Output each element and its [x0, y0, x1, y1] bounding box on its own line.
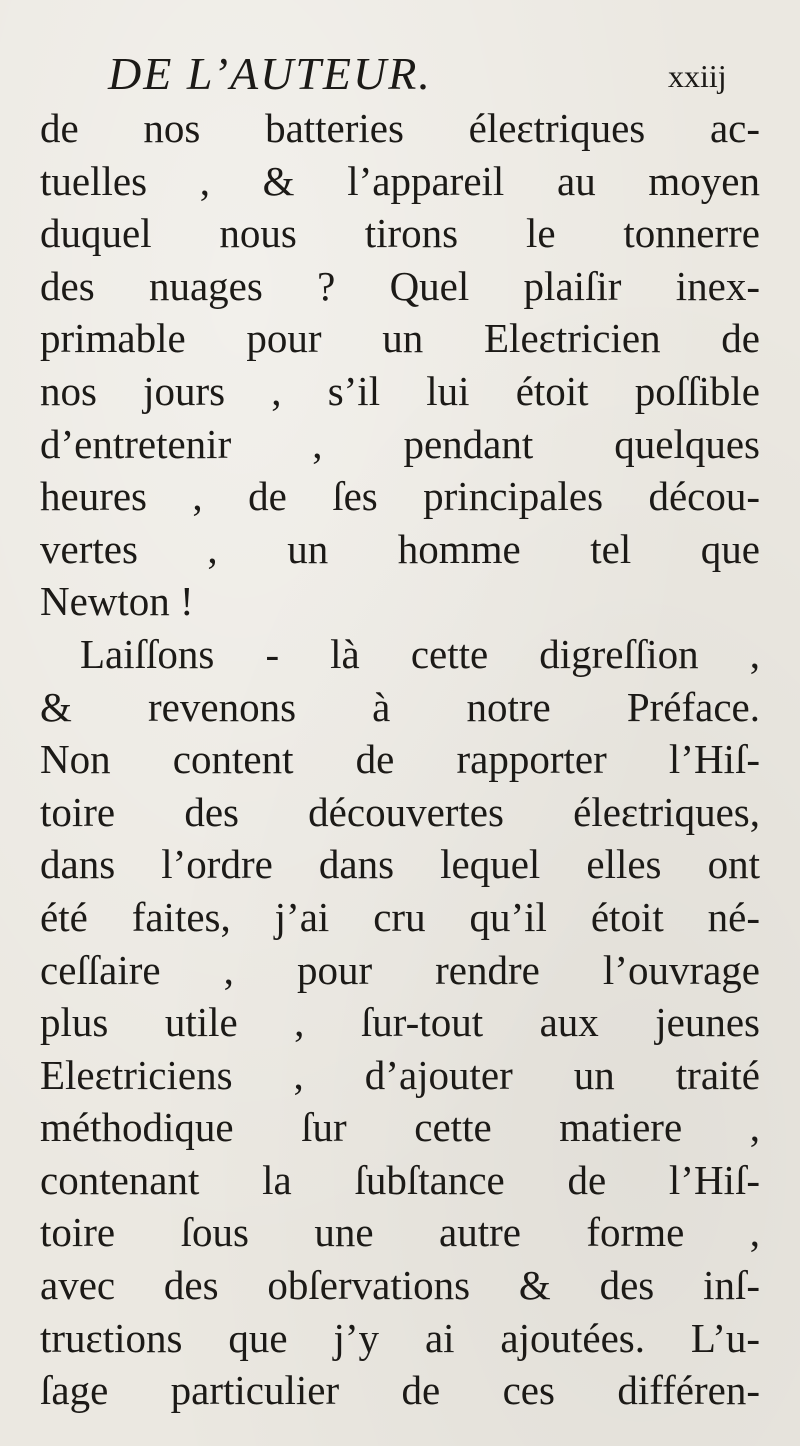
- text-line: des nuages ? Quel plaiſir inex-: [40, 262, 760, 309]
- text-line: duquel nous tirons le tonnerre: [40, 210, 760, 257]
- text-line: Eleɛtriciens , d’ajouter un traité: [40, 1051, 760, 1098]
- text-line: Non content de rapporter l’Hiſ-: [40, 736, 760, 783]
- text-line: été faites, j’ai cru qu’il étoit né-: [40, 893, 760, 940]
- text-line: vertes , un homme tel que: [40, 525, 760, 572]
- text-line: heures , de ſes principales décou-: [40, 473, 760, 520]
- text-line: d’entretenir , pendant quelques: [40, 420, 760, 467]
- text-line: toire des découvertes éleɛtriques,: [40, 788, 760, 835]
- text-line: méthodique ſur cette matiere ,: [40, 1104, 760, 1151]
- text-line: dans l’ordre dans lequel elles ont: [40, 841, 760, 888]
- text-line: contenant la ſubſtance de l’Hiſ-: [40, 1156, 760, 1203]
- running-head-title: DE L’AUTEUR.: [108, 48, 432, 99]
- text-line: & revenons à notre Préface.: [40, 683, 760, 730]
- text-line: avec des obſervations & des inſ-: [40, 1262, 760, 1309]
- text-line: truɛtions que j’y ai ajoutées. L’u-: [40, 1314, 760, 1361]
- page-number: xxiij: [668, 58, 727, 94]
- text-line: ceſſaire , pour rendre l’ouvrage: [40, 946, 760, 993]
- text-line: ſage particulier de ces différen-: [40, 1367, 760, 1414]
- text-line: de nos batteries éleɛtriques ac-: [40, 105, 760, 151]
- text-line: primable pour un Eleɛtricien de: [40, 315, 760, 362]
- text-line: toire ſous une autre forme ,: [40, 1209, 760, 1256]
- text-line: Laiſſons - là cette digreſſion ,: [80, 630, 760, 677]
- text-line: tuelles , & l’appareil au moyen: [40, 157, 760, 204]
- text-line: plus utile , ſur-tout aux jeunes: [40, 999, 760, 1046]
- running-head: [108, 44, 798, 104]
- body-text: [40, 102, 760, 1417]
- text-line: Newton !: [40, 578, 194, 625]
- text-line: nos jours , s’il lui étoit poſſible: [40, 367, 760, 414]
